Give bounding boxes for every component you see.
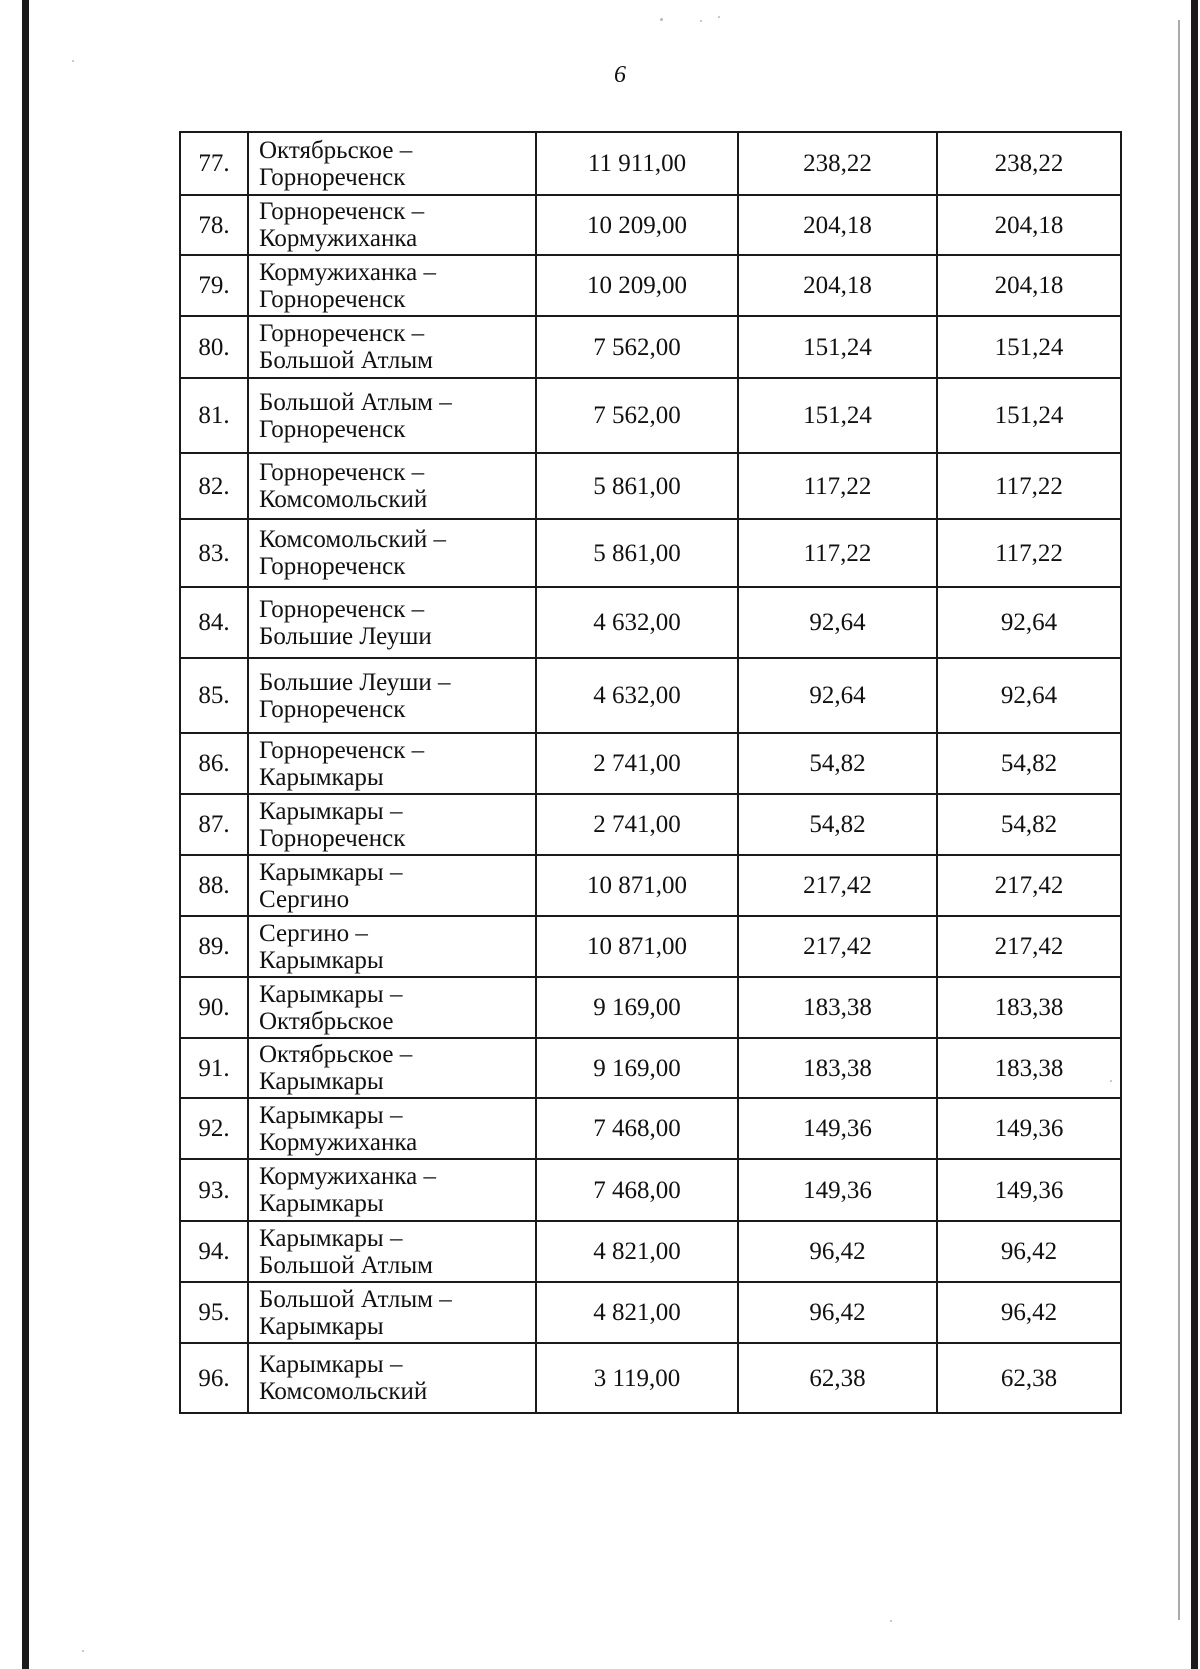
value-cell-2: 149,36	[738, 1159, 937, 1221]
route-from: Большие Леуши –	[259, 668, 451, 696]
scan-speck	[718, 16, 720, 18]
table-row	[180, 977, 1121, 1038]
route-to: Горнореченск	[259, 695, 406, 723]
row-number: 92.	[180, 1098, 248, 1159]
value-cell-3: 149,36	[937, 1098, 1121, 1159]
value-cell-3: 54,82	[937, 794, 1121, 855]
table-row	[180, 132, 1121, 195]
value-cell-3: 92,64	[937, 658, 1121, 733]
route-to: Комсомольский	[259, 486, 428, 513]
value-cell-1: 7 562,00	[536, 378, 738, 453]
table-row	[180, 378, 1121, 453]
row-number: 93.	[180, 1159, 248, 1221]
value-cell-3: 149,36	[937, 1159, 1121, 1221]
value-cell-2: 96,42	[738, 1282, 937, 1343]
row-number: 96.	[180, 1343, 248, 1413]
value-cell-1: 10 209,00	[536, 255, 738, 316]
route-cell	[248, 855, 536, 916]
table-row	[180, 916, 1121, 977]
value-cell-1: 7 468,00	[536, 1159, 738, 1221]
value-cell-2: 54,82	[738, 733, 937, 794]
value-cell-2: 92,64	[738, 587, 937, 658]
value-cell-2: 117,22	[738, 453, 937, 519]
route-cell	[248, 658, 536, 733]
row-number: 81.	[180, 378, 248, 453]
route-from: Горнореченск –	[259, 459, 425, 486]
row-number: 90.	[180, 977, 248, 1038]
route-cell	[248, 255, 536, 316]
value-cell-3: 204,18	[937, 255, 1121, 316]
route-from: Карымкары –	[259, 797, 403, 825]
route-table	[179, 131, 1122, 1414]
table-row	[180, 195, 1121, 255]
route-cell	[248, 1282, 536, 1343]
value-cell-3: 204,18	[937, 195, 1121, 255]
value-cell-3: 117,22	[937, 519, 1121, 587]
route-from: Горнореченск –	[259, 736, 425, 764]
table-row	[180, 1221, 1121, 1282]
route-from: Октябрьское –	[259, 136, 413, 164]
value-cell-2: 204,18	[738, 195, 937, 255]
route-cell	[248, 1159, 536, 1221]
route-from: Сергино –	[259, 919, 368, 947]
row-number: 78.	[180, 195, 248, 255]
value-cell-2: 96,42	[738, 1221, 937, 1282]
value-cell-1: 2 741,00	[536, 733, 738, 794]
value-cell-1: 7 468,00	[536, 1098, 738, 1159]
route-from: Октябрьское –	[259, 1041, 413, 1068]
value-cell-3: 92,64	[937, 587, 1121, 658]
route-cell	[248, 794, 536, 855]
value-cell-3: 151,24	[937, 316, 1121, 378]
route-to: Горнореченск	[259, 824, 406, 852]
route-from: Горнореченск –	[259, 198, 425, 225]
row-number: 86.	[180, 733, 248, 794]
value-cell-3: 238,22	[937, 132, 1121, 195]
route-cell	[248, 195, 536, 255]
route-table-wrapper	[179, 131, 1122, 1414]
route-to: Карымкары	[259, 763, 384, 791]
table-row	[180, 587, 1121, 658]
scan-speck	[1110, 1080, 1112, 1082]
scan-speck	[700, 20, 702, 22]
row-number: 79.	[180, 255, 248, 316]
table-row	[180, 316, 1121, 378]
value-cell-1: 10 871,00	[536, 916, 738, 977]
value-cell-2: 54,82	[738, 794, 937, 855]
row-number: 89.	[180, 916, 248, 977]
value-cell-1: 5 861,00	[536, 453, 738, 519]
route-to: Горнореченск	[259, 415, 406, 443]
value-cell-3: 62,38	[937, 1343, 1121, 1413]
scan-speck	[890, 1620, 892, 1622]
row-number: 88.	[180, 855, 248, 916]
route-cell	[248, 1038, 536, 1098]
scan-edge-right-inner	[1178, 20, 1180, 1620]
route-cell	[248, 916, 536, 977]
value-cell-1: 4 632,00	[536, 587, 738, 658]
scan-speck	[72, 60, 74, 62]
value-cell-1: 4 632,00	[536, 658, 738, 733]
route-to: Карымкары	[259, 946, 384, 974]
route-cell	[248, 1098, 536, 1159]
route-to: Карымкары	[259, 1190, 384, 1217]
route-to: Кормужиханка	[259, 225, 418, 252]
value-cell-2: 117,22	[738, 519, 937, 587]
table-row	[180, 794, 1121, 855]
value-cell-1: 4 821,00	[536, 1282, 738, 1343]
table-row	[180, 658, 1121, 733]
table-row	[180, 453, 1121, 519]
route-cell	[248, 1221, 536, 1282]
route-from: Большой Атлым –	[259, 388, 452, 416]
value-cell-1: 9 169,00	[536, 977, 738, 1038]
table-row	[180, 1038, 1121, 1098]
table-row	[180, 1282, 1121, 1343]
scan-edge-right	[1191, 0, 1198, 1669]
row-number: 80.	[180, 316, 248, 378]
value-cell-3: 183,38	[937, 977, 1121, 1038]
route-from: Карымкары –	[259, 980, 403, 1008]
value-cell-2: 62,38	[738, 1343, 937, 1413]
route-to: Большой Атлым	[259, 1251, 433, 1279]
row-number: 87.	[180, 794, 248, 855]
route-cell	[248, 977, 536, 1038]
route-cell	[248, 733, 536, 794]
route-from: Горнореченск –	[259, 595, 425, 623]
route-from: Карымкары –	[259, 858, 403, 886]
route-to: Карымкары	[259, 1312, 384, 1340]
value-cell-2: 183,38	[738, 977, 937, 1038]
value-cell-1: 10 871,00	[536, 855, 738, 916]
table-row	[180, 855, 1121, 916]
row-number: 84.	[180, 587, 248, 658]
route-cell	[248, 1343, 536, 1413]
value-cell-1: 3 119,00	[536, 1343, 738, 1413]
value-cell-2: 204,18	[738, 255, 937, 316]
value-cell-3: 96,42	[937, 1221, 1121, 1282]
row-number: 83.	[180, 519, 248, 587]
value-cell-3: 183,38	[937, 1038, 1121, 1098]
row-number: 77.	[180, 132, 248, 195]
route-from: Карымкары –	[259, 1224, 403, 1252]
value-cell-1: 2 741,00	[536, 794, 738, 855]
value-cell-2: 217,42	[738, 916, 937, 977]
value-cell-1: 11 911,00	[536, 132, 738, 195]
value-cell-1: 10 209,00	[536, 195, 738, 255]
route-to: Комсомольский	[259, 1378, 428, 1405]
route-to: Горнореченск	[259, 553, 406, 580]
row-number: 91.	[180, 1038, 248, 1098]
route-from: Карымкары –	[259, 1101, 403, 1129]
value-cell-2: 217,42	[738, 855, 937, 916]
value-cell-2: 92,64	[738, 658, 937, 733]
route-from: Комсомольский –	[259, 526, 447, 553]
scan-speck	[82, 1650, 84, 1652]
route-to: Кормужиханка	[259, 1128, 418, 1156]
value-cell-3: 117,22	[937, 453, 1121, 519]
table-row	[180, 519, 1121, 587]
value-cell-1: 5 861,00	[536, 519, 738, 587]
value-cell-1: 7 562,00	[536, 316, 738, 378]
route-table-body	[180, 132, 1121, 1413]
route-cell	[248, 519, 536, 587]
route-to: Горнореченск	[259, 285, 406, 313]
route-cell	[248, 453, 536, 519]
route-to: Октябрьское	[259, 1007, 394, 1035]
value-cell-2: 149,36	[738, 1098, 937, 1159]
row-number: 85.	[180, 658, 248, 733]
value-cell-3: 217,42	[937, 916, 1121, 977]
table-row	[180, 1343, 1121, 1413]
route-to: Горнореченск	[259, 163, 406, 191]
value-cell-3: 54,82	[937, 733, 1121, 794]
table-row	[180, 255, 1121, 316]
value-cell-1: 9 169,00	[536, 1038, 738, 1098]
row-number: 95.	[180, 1282, 248, 1343]
table-row	[180, 1159, 1121, 1221]
table-row	[180, 1098, 1121, 1159]
route-from: Большой Атлым –	[259, 1285, 452, 1313]
value-cell-2: 183,38	[738, 1038, 937, 1098]
route-from: Кормужиханка –	[259, 1163, 436, 1190]
route-cell	[248, 378, 536, 453]
route-from: Горнореченск –	[259, 320, 425, 347]
route-to: Большой Атлым	[259, 347, 433, 374]
route-cell	[248, 316, 536, 378]
value-cell-2: 151,24	[738, 378, 937, 453]
scan-speck	[660, 18, 663, 21]
row-number: 94.	[180, 1221, 248, 1282]
route-to: Большие Леуши	[259, 622, 432, 650]
route-to: Сергино	[259, 885, 350, 913]
route-to: Карымкары	[259, 1068, 384, 1095]
table-row	[180, 733, 1121, 794]
value-cell-3: 151,24	[937, 378, 1121, 453]
row-number: 82.	[180, 453, 248, 519]
route-from: Кормужиханка –	[259, 258, 436, 286]
value-cell-2: 151,24	[738, 316, 937, 378]
route-from: Карымкары –	[259, 1351, 403, 1378]
value-cell-2: 238,22	[738, 132, 937, 195]
route-cell	[248, 132, 536, 195]
value-cell-1: 4 821,00	[536, 1221, 738, 1282]
value-cell-3: 96,42	[937, 1282, 1121, 1343]
value-cell-3: 217,42	[937, 855, 1121, 916]
page-number: 6	[614, 62, 626, 88]
scan-edge-left	[22, 0, 29, 1669]
route-cell	[248, 587, 536, 658]
